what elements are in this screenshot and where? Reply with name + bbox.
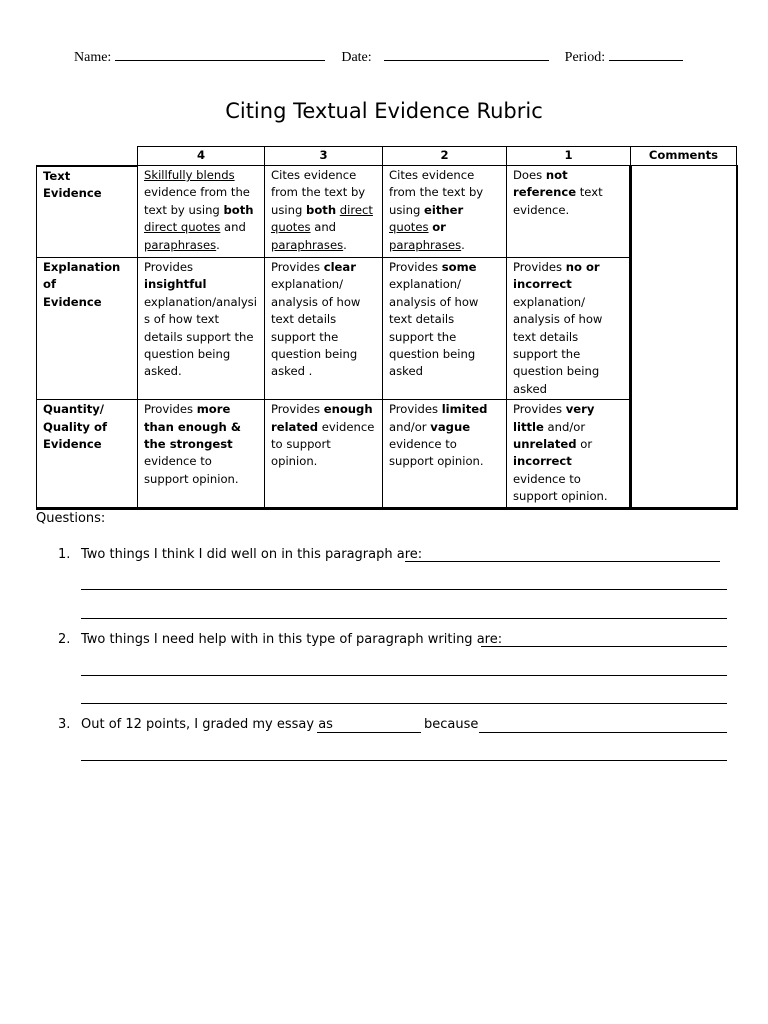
quantity-level-4: Provides more than enough & the strongest evidence to support opinion. — [138, 400, 265, 508]
name-label: Name: — [74, 50, 112, 65]
question-2 — [0, 632, 768, 652]
row-label-line: Quality of — [43, 419, 108, 434]
explanation-level-1: Provides no or incorrect explanation/ analysis of how text details support the question being asked — [507, 258, 631, 400]
quantity-level-3: Provides enough related evidence to support opinion. — [265, 400, 383, 508]
period-label: Period: — [564, 50, 606, 65]
student-info-header — [74, 46, 683, 66]
quantity-quality-label — [37, 400, 138, 508]
page-title: Citing Textual Evidence Rubric — [225, 99, 543, 123]
text-evidence-level-2: Cites evidence from the text by using either quotes or paraphrases. — [383, 166, 507, 258]
question-number: 1. — [58, 547, 71, 562]
text-evidence-level-3: Cites evidence from the text by using both direct quotes and paraphrases. — [265, 166, 383, 258]
row-label-line: Evidence — [43, 437, 102, 452]
answer-line[interactable] — [81, 674, 727, 676]
level-3-header: 3 — [265, 147, 383, 166]
date-field[interactable] — [384, 46, 549, 61]
quantity-level-2: Provides limited and/or vague evidence to support opinion. — [383, 400, 507, 508]
text-evidence-label — [37, 166, 138, 258]
text-evidence-row — [37, 166, 737, 258]
question-number: 2. — [58, 632, 71, 647]
score-field[interactable] — [317, 731, 421, 733]
question-text: Two things I think I did well on in this paragraph are: — [81, 547, 423, 562]
text-evidence-level-1: Does not reference text evidence. — [507, 166, 631, 258]
rubric-header-row — [37, 147, 737, 166]
level-1-header: 1 — [507, 147, 631, 166]
row-label-line: Evidence — [43, 185, 102, 200]
level-4-header: 4 — [138, 147, 265, 166]
explanation-label — [37, 258, 138, 400]
answer-line[interactable] — [81, 617, 727, 619]
quantity-level-1: Provides very little and/or unrelated or incorrect evidence to support opinion. — [507, 400, 631, 508]
text-evidence-level-4: Skillfully blends evidence from the text by using both direct quotes and paraphrases. — [138, 166, 265, 258]
comments-header: Comments — [631, 147, 737, 166]
answer-line[interactable] — [405, 560, 720, 562]
rubric-table — [36, 146, 738, 510]
questions-heading: Questions: — [36, 511, 106, 526]
answer-line[interactable] — [81, 702, 727, 704]
question-number: 3. — [58, 717, 71, 732]
explanation-level-3: Provides clear explanation/ analysis of how text details support the question being asked . — [265, 258, 383, 400]
row-label-line: Quantity/ — [43, 402, 105, 417]
explanation-level-4: Provides insightful explanation/analysi s of how text details support the question being asked. — [138, 258, 265, 400]
answer-line[interactable] — [481, 645, 727, 647]
answer-line[interactable] — [479, 731, 727, 733]
question-3 — [0, 717, 768, 737]
explanation-level-2: Provides some explanation/ analysis of how text details support the question being asked — [383, 258, 507, 400]
date-label: Date: — [341, 50, 372, 65]
answer-line[interactable] — [81, 759, 727, 761]
period-field[interactable] — [609, 46, 683, 61]
row-label-line: Text — [43, 168, 71, 183]
answer-line[interactable] — [81, 588, 727, 590]
question-text-before: Out of 12 points, I graded my essay as — [81, 717, 333, 732]
name-field[interactable] — [115, 46, 325, 61]
blank-corner-cell — [37, 147, 138, 166]
row-label-line: Explanation of — [43, 260, 121, 292]
question-text: Two things I need help with in this type of paragraph writing are: — [81, 632, 503, 647]
question-1 — [0, 547, 768, 567]
level-2-header: 2 — [383, 147, 507, 166]
row-label-line: Evidence — [43, 294, 102, 309]
question-text-after: because — [424, 717, 479, 732]
comments-cell[interactable] — [631, 166, 737, 509]
